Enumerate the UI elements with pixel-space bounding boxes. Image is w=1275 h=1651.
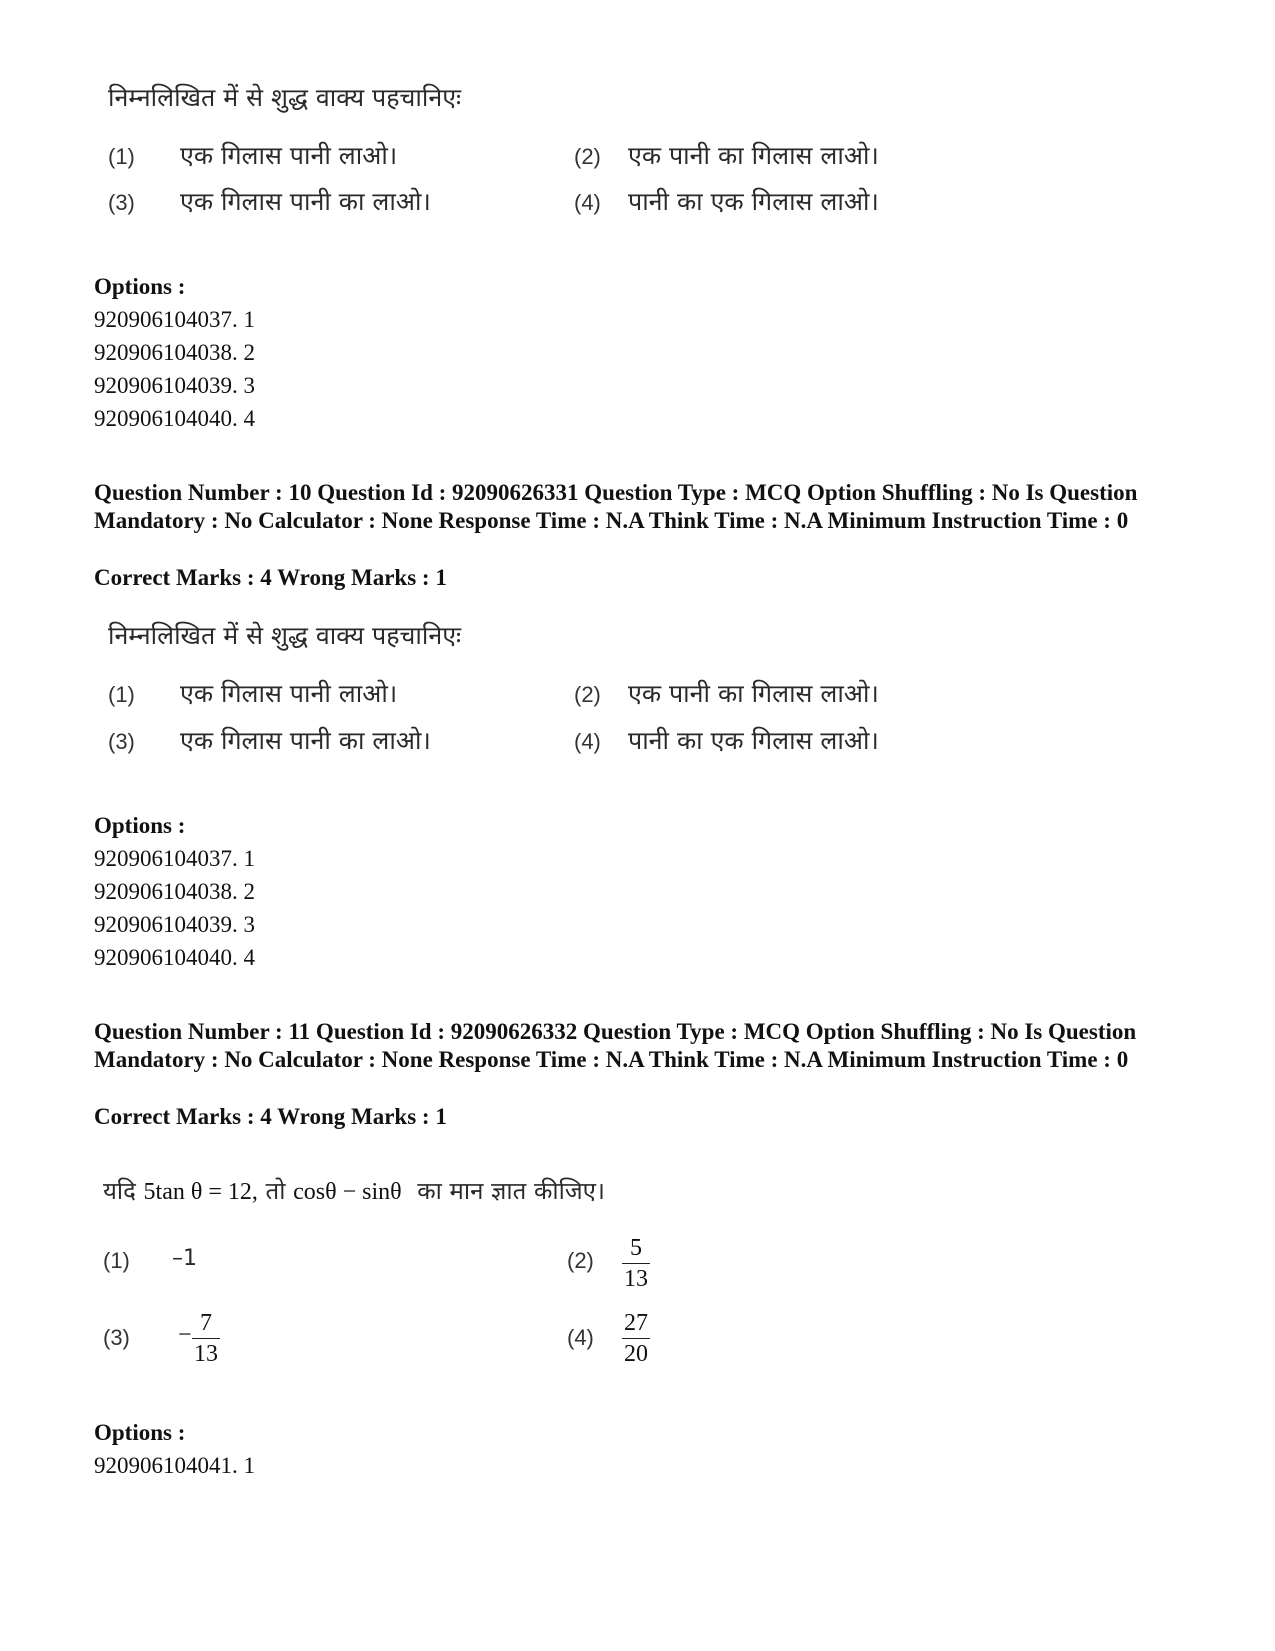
q11-prompt-equation: 5tan θ = 12,	[143, 1179, 258, 1205]
q10-prompt: निम्नलिखित में से शुद्ध वाक्य पहचानिएः	[108, 621, 462, 650]
q10-choice-2-text: एक पानी का गिलास लाओ।	[628, 679, 879, 708]
q11-choice-4-denominator: 20	[624, 1341, 648, 1367]
q9-choice-2-number: (2)	[574, 144, 601, 169]
q11-prompt-lead: यदि	[103, 1177, 136, 1205]
q11-choice-3-denominator: 13	[194, 1341, 218, 1367]
q9-choice-1-text: एक गिलास पानी लाओ।	[180, 141, 398, 170]
q9-option-2: 920906104038. 2	[94, 340, 255, 365]
q11-prompt-mid: तो	[265, 1177, 286, 1205]
q11-choice-2-fraction	[622, 1234, 650, 1293]
q11-choice-3-fraction	[192, 1309, 220, 1368]
q11-meta: Question Number : 11 Question Id : 92090626332 Question Type : MCQ Option Shuffling : No Is Question Mandatory : No Calculator : None Response Time : N.A Think Time : N.A Minimum Instruction Time : 0	[94, 1019, 1137, 1072]
q9-prompt: निम्नलिखित में से शुद्ध वाक्य पहचानिएः	[108, 83, 462, 112]
q11-choice-3-numerator: 7	[200, 1310, 212, 1336]
q9-choice-4-text: पानी का एक गिलास लाओ।	[628, 187, 879, 216]
q9-choice-3-text: एक गिलास पानी का लाओ।	[180, 187, 431, 216]
q10-meta: Question Number : 10 Question Id : 92090626331 Question Type : MCQ Option Shuffling : No Is Question Mandatory : No Calculator : None Response Time : N.A Think Time : N.A Minimum Instruction Time : 0	[94, 480, 1138, 533]
q11-option-1: 920906104041. 1	[94, 1453, 255, 1478]
q11-marks: Correct Marks : 4 Wrong Marks : 1	[94, 1104, 447, 1129]
q10-option-2: 920906104038. 2	[94, 879, 255, 904]
q11-choice-3-minus-sign: −	[178, 1322, 192, 1348]
q11-prompt-tail: का मान ज्ञात कीजिए।	[417, 1177, 605, 1205]
q10-choice-4-text: पानी का एक गिलास लाओ।	[628, 726, 879, 755]
q9-option-1: 920906104037. 1	[94, 307, 255, 332]
q10-choice-3-number: (3)	[108, 729, 135, 754]
q11-choice-2-denominator: 13	[624, 1266, 648, 1292]
q11-options-title: Options :	[94, 1420, 186, 1445]
q11-choice-3-number: (3)	[103, 1325, 130, 1350]
q10-choice-1-text: एक गिलास पानी लाओ।	[180, 679, 398, 708]
q11-choice-1-value: –1	[172, 1246, 197, 1271]
q10-option-3: 920906104039. 3	[94, 912, 255, 937]
q9-option-4: 920906104040. 4	[94, 406, 255, 431]
q11-choice-2-numerator: 5	[630, 1235, 642, 1261]
q9-choice-4-number: (4)	[574, 190, 601, 215]
q10-choice-1-number: (1)	[108, 682, 135, 707]
q10-option-4: 920906104040. 4	[94, 945, 255, 970]
q11-choice-4-number: (4)	[567, 1325, 594, 1350]
q11-choice-2-number: (2)	[567, 1248, 594, 1273]
q9-choice-2-text: एक पानी का गिलास लाओ।	[628, 141, 879, 170]
q9-options-title: Options :	[94, 274, 186, 299]
q11-choice-4-numerator: 27	[624, 1310, 648, 1336]
q10-choice-2-number: (2)	[574, 682, 601, 707]
q9-choice-1-number: (1)	[108, 144, 135, 169]
q11-prompt-expression: cosθ − sinθ	[293, 1179, 402, 1205]
q10-choice-3-text: एक गिलास पानी का लाओ।	[180, 726, 431, 755]
q10-marks: Correct Marks : 4 Wrong Marks : 1	[94, 565, 447, 590]
q9-choice-3-number: (3)	[108, 190, 135, 215]
q10-options-title: Options :	[94, 813, 186, 838]
q9-option-3: 920906104039. 3	[94, 373, 255, 398]
q11-prompt	[103, 1174, 605, 1207]
q11-choice-4-fraction	[622, 1309, 650, 1368]
q10-choice-4-number: (4)	[574, 729, 601, 754]
q11-choice-1-number: (1)	[103, 1248, 130, 1273]
q10-option-1: 920906104037. 1	[94, 846, 255, 871]
